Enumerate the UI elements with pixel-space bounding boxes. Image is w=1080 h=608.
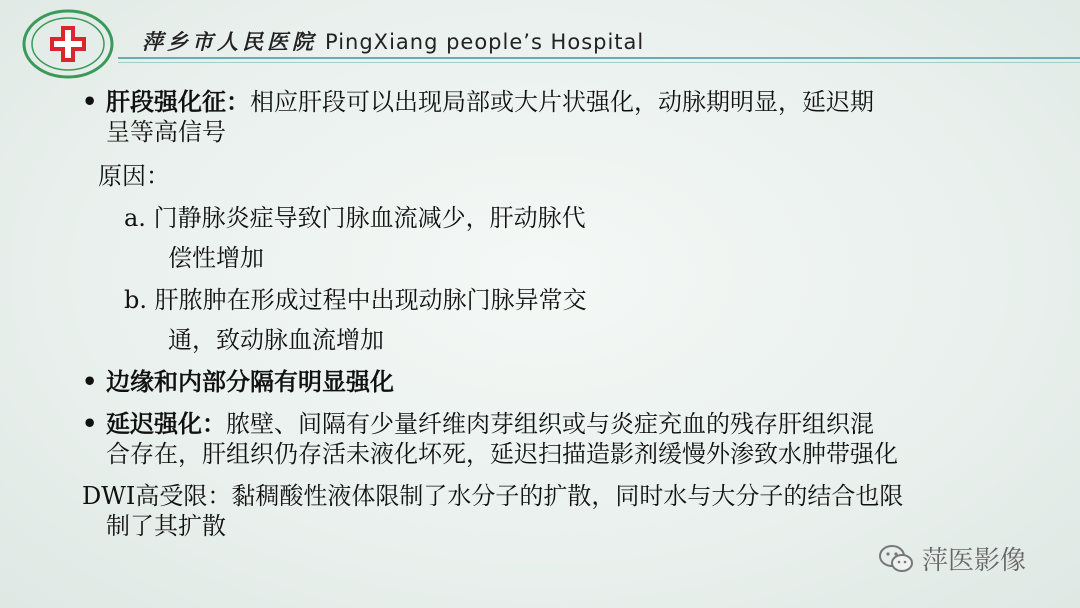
slide-header bbox=[0, 0, 1080, 96]
hospital-name bbox=[142, 26, 644, 56]
item1-line1 bbox=[82, 86, 874, 118]
cause-a-line2: 偿性增加 bbox=[168, 244, 264, 272]
item3-line1 bbox=[82, 408, 874, 440]
cause-b-line2: 通，致动脉血流增加 bbox=[168, 326, 384, 354]
item1-text1: 相应肝段可以出现局部或大片状强化，动脉期明显，延迟期 bbox=[250, 88, 874, 116]
item2 bbox=[82, 366, 394, 398]
hospital-logo-icon bbox=[22, 8, 114, 80]
bullet-point: • bbox=[82, 87, 98, 116]
hospital-name-cn: 萍乡市人民医院 bbox=[142, 30, 317, 54]
item3-title: 延迟强化： bbox=[106, 409, 226, 438]
dwi-line1: DWI高受限：黏稠酸性液体限制了水分子的扩散，同时水与大分子的结合也限 bbox=[82, 482, 904, 510]
item2-title: 边缘和内部分隔有明显强化 bbox=[106, 367, 394, 396]
bullet-point: • bbox=[82, 409, 98, 438]
item3-text1: 脓壁、间隔有少量纤维肉芽组织或与炎症充血的残存肝组织混 bbox=[226, 410, 874, 438]
watermark-text: 萍医影像 bbox=[922, 546, 1027, 576]
dwi-line2: 制了其扩散 bbox=[106, 512, 226, 540]
bullet-point: • bbox=[82, 367, 98, 396]
header-divider bbox=[118, 57, 1080, 59]
watermark bbox=[878, 540, 1026, 577]
cause-a-line1: a. 门静脉炎症导致门脉血流减少，肝动脉代 bbox=[124, 204, 586, 232]
cause-label: 原因： bbox=[98, 162, 170, 190]
item3-line2: 合存在，肝组织仍存活未液化坏死，延迟扫描造影剂缓慢外渗致水肿带强化 bbox=[106, 440, 898, 468]
item1-line2: 呈等高信号 bbox=[106, 118, 226, 146]
wechat-icon bbox=[878, 544, 914, 574]
cause-b-line1: b. 肝脓肿在形成过程中出现动脉门脉异常交 bbox=[124, 286, 587, 314]
item1-title: 肝段强化征： bbox=[106, 87, 250, 116]
header-divider-thin bbox=[118, 62, 1080, 63]
hospital-name-en: PingXiang people’s Hospital bbox=[325, 30, 645, 54]
